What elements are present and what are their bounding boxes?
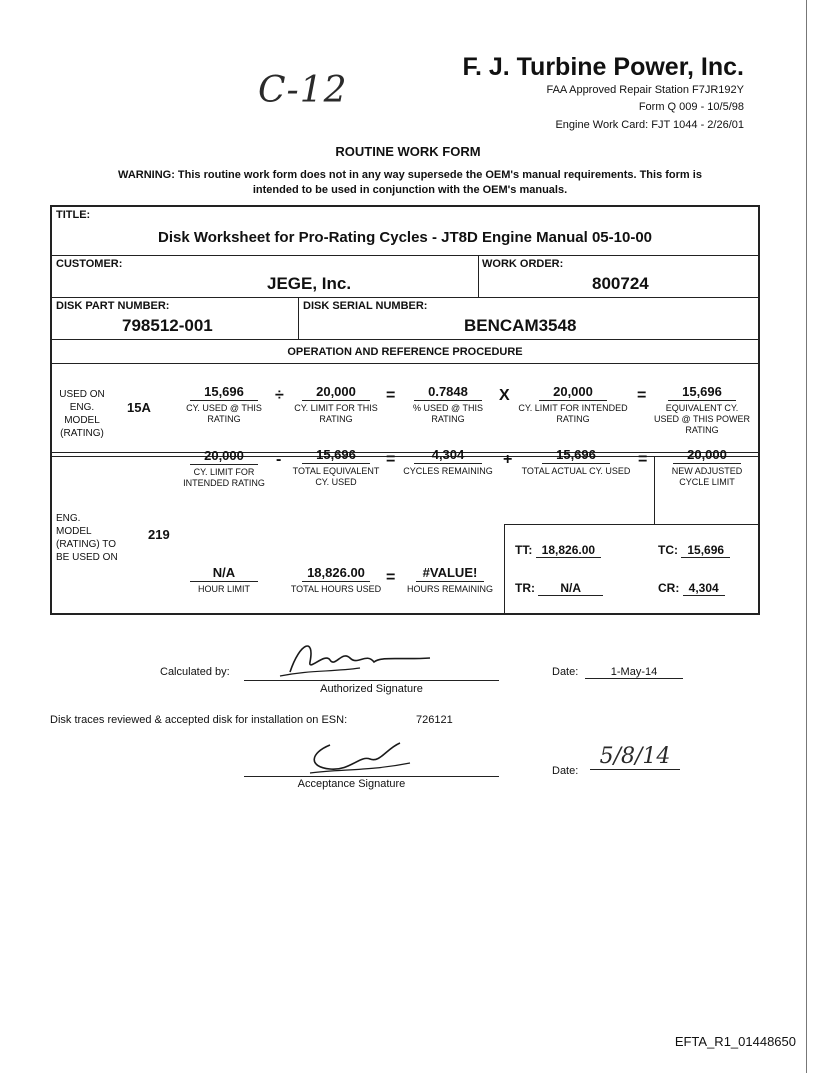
authorized-signature-caption: Authorized Signature xyxy=(320,683,423,695)
handwritten-form-code: C-12 xyxy=(258,70,348,111)
divider xyxy=(504,524,758,525)
customer-value: JEGE, Inc. xyxy=(267,274,352,293)
row2-total-hours: 18,826.00 TOTAL HOURS USED xyxy=(290,565,382,594)
warning-line-1: WARNING: This routine work form does not in any way supersede the OEM's manual requirements. This form is xyxy=(118,169,702,181)
disk-part-label: DISK PART NUMBER: xyxy=(56,300,170,312)
date1-value: 1-May-14 xyxy=(585,666,683,679)
date1-label: Date: xyxy=(552,666,579,678)
disk-part-value: 798512-001 xyxy=(122,316,213,335)
row2-hours-remaining: #VALUE! HOURS REMAINING xyxy=(406,565,493,594)
customer-label: CUSTOMER: xyxy=(56,258,123,270)
tc-field: TC: 15,696 xyxy=(658,543,730,557)
divide-operator: ÷ xyxy=(275,387,284,404)
divider xyxy=(52,339,758,340)
tt-field: TT: 18,826.00 xyxy=(515,543,601,557)
divider xyxy=(654,456,655,524)
minus-operator: - xyxy=(276,451,282,468)
row2-cy-limit-intended: 20,000 CY. LIMIT FOR INTENDED RATING xyxy=(183,448,265,488)
warning-text xyxy=(50,168,770,198)
row1-cy-limit-intended: 20,000 CY. LIMIT FOR INTENDED RATING xyxy=(518,384,628,424)
divider xyxy=(298,297,299,339)
document-id: EFTA_R1_01448650 xyxy=(674,1034,796,1049)
row2-total-equiv: 15,696 TOTAL EQUIVALENT CY. USED xyxy=(292,447,380,487)
disk-serial-label: DISK SERIAL NUMBER: xyxy=(303,300,428,312)
form-number-line: Form Q 009 - 10/5/98 xyxy=(638,101,744,113)
date2-value: 5/8/14 xyxy=(590,744,680,770)
procedure-header: OPERATION AND REFERENCE PROCEDURE xyxy=(287,346,523,358)
work-order-label: WORK ORDER: xyxy=(482,258,564,270)
divider xyxy=(52,255,758,256)
scan-edge-line xyxy=(806,0,807,1073)
authorized-signature-icon xyxy=(270,632,450,682)
divider xyxy=(478,255,479,297)
plus-operator: + xyxy=(503,451,513,468)
title-value: Disk Worksheet for Pro-Rating Cycles - JT8D Engine Manual 05-10-00 xyxy=(157,229,653,246)
row1-pct-used: 0.7848 % USED @ THIS RATING xyxy=(413,384,483,424)
multiply-operator: X xyxy=(499,387,510,404)
worksheet-form xyxy=(50,205,760,615)
divider xyxy=(52,363,758,364)
work-order-value: 800724 xyxy=(592,274,649,293)
acceptance-signature-icon xyxy=(290,735,430,780)
row2-total-actual: 15,696 TOTAL ACTUAL CY. USED xyxy=(521,447,631,476)
divider xyxy=(504,524,505,615)
disk-serial-value: BENCAM3548 xyxy=(464,316,577,335)
row1-cy-used: 15,696 CY. USED @ THIS RATING xyxy=(186,384,262,424)
acceptance-signature-caption: Acceptance Signature xyxy=(297,778,406,790)
row1-cy-limit: 20,000 CY. LIMIT FOR THIS RATING xyxy=(294,384,378,424)
calculated-by-label: Calculated by: xyxy=(160,666,230,678)
equals-operator: = xyxy=(638,451,648,468)
warning-line-2: intended to be used in conjunction with the OEM's manuals. xyxy=(252,184,568,196)
title-label: TITLE: xyxy=(56,209,91,221)
equals-operator: = xyxy=(637,387,647,404)
cr-field: CR: 4,304 xyxy=(658,581,725,595)
row2-rating: 219 xyxy=(148,527,170,542)
form-title: ROUTINE WORK FORM xyxy=(335,144,481,159)
acceptance-signature-line xyxy=(244,776,499,777)
row2-hour-limit: N/A HOUR LIMIT xyxy=(178,564,270,595)
equals-operator: = xyxy=(386,387,396,404)
esn-value: 726121 xyxy=(416,714,453,726)
date2-label: Date: xyxy=(552,765,579,777)
row1-rating: 15A xyxy=(127,400,151,415)
row2-cycles-remaining: 4,304 CYCLES REMAINING xyxy=(403,447,493,476)
row1-equiv-cy: 15,696 EQUIVALENT CY. USED @ THIS POWER RATING xyxy=(654,384,750,435)
company-name: F. J. Turbine Power, Inc. xyxy=(462,53,744,81)
equals-operator: = xyxy=(386,451,396,468)
authorized-signature-line xyxy=(244,680,499,681)
tr-field: TR: N/A xyxy=(515,581,603,595)
divider xyxy=(52,297,758,298)
row2-label: ENG. MODEL (RATING) TO BE USED ON xyxy=(56,513,118,563)
row2-new-limit: 20,000 NEW ADJUSTED CYCLE LIMIT xyxy=(671,447,743,487)
repair-station-line: FAA Approved Repair Station F7JR192Y xyxy=(546,84,744,96)
equals-operator: = xyxy=(386,569,396,586)
row1-label: USED ON ENG. MODEL (RATING) xyxy=(59,389,105,439)
engine-work-card-line: Engine Work Card: FJT 1044 - 2/26/01 xyxy=(555,119,744,131)
disk-traces-text: Disk traces reviewed & accepted disk for installation on ESN: xyxy=(50,714,348,726)
